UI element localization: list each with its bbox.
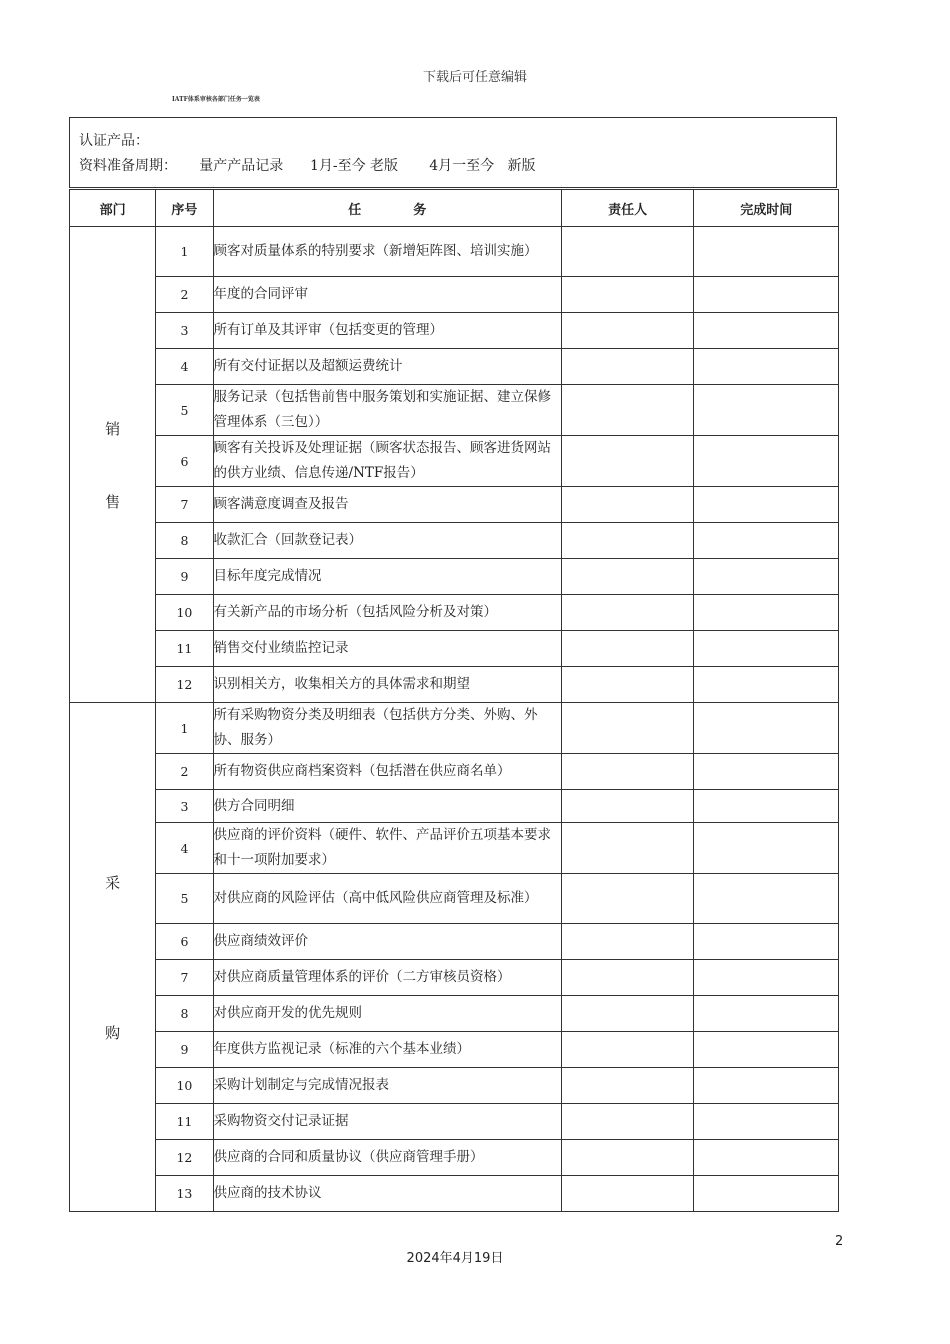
responsible-cell[interactable]	[561, 277, 694, 313]
department-cell	[70, 227, 156, 703]
task-cell: 对供应商的风险评估（高中低风险供应商管理及标准）	[213, 874, 561, 924]
completion-time-cell[interactable]	[694, 487, 839, 523]
completion-time-cell[interactable]	[694, 960, 839, 996]
certified-product-label: 认证产品：	[79, 133, 149, 149]
task-cell: 供应商的评价资料（硬件、软件、产品评价五项基本要求和十一项附加要求）	[213, 823, 561, 874]
department-char: 售	[105, 492, 121, 511]
header-department: 部门	[70, 190, 156, 227]
task-cell: 供方合同明细	[213, 790, 561, 823]
task-cell: 对供应商质量管理体系的评价（二方审核员资格）	[213, 960, 561, 996]
responsible-cell[interactable]	[561, 960, 694, 996]
task-cell: 所有交付证据以及超额运费统计	[213, 349, 561, 385]
sequence-cell: 13	[156, 1176, 213, 1212]
task-cell: 供应商的技术协议	[213, 1176, 561, 1212]
sequence-cell: 3	[156, 790, 213, 823]
completion-time-cell[interactable]	[694, 1068, 839, 1104]
header-completion-time: 完成时间	[694, 190, 839, 227]
task-cell: 对供应商开发的优先规则	[213, 996, 561, 1032]
task-cell: 供应商绩效评价	[213, 924, 561, 960]
completion-time-cell[interactable]	[694, 790, 839, 823]
header-note: 下载后可任意编辑	[422, 70, 527, 85]
sequence-cell: 5	[156, 874, 213, 924]
table-row	[70, 1032, 839, 1068]
table-row	[70, 874, 839, 924]
responsible-cell[interactable]	[561, 754, 694, 790]
completion-time-cell[interactable]	[694, 703, 839, 754]
completion-time-cell[interactable]	[694, 595, 839, 631]
header-sequence: 序号	[156, 190, 213, 227]
table-row	[70, 823, 839, 874]
responsible-cell[interactable]	[561, 1032, 694, 1068]
sequence-cell: 12	[156, 1140, 213, 1176]
sequence-cell: 7	[156, 960, 213, 996]
task-cell: 所有物资供应商档案资料（包括潜在供应商名单）	[213, 754, 561, 790]
document-title: IATF体系审核各部门任务一览表	[172, 96, 260, 103]
page-number: 2	[835, 1234, 844, 1249]
sequence-cell: 11	[156, 1104, 213, 1140]
completion-time-cell[interactable]	[694, 1104, 839, 1140]
table-row	[70, 924, 839, 960]
table-row	[70, 595, 839, 631]
table-row	[70, 385, 839, 436]
table-row	[70, 1068, 839, 1104]
task-cell: 销售交付业绩监控记录	[213, 631, 561, 667]
table-row	[70, 631, 839, 667]
table-row	[70, 1140, 839, 1176]
sequence-cell: 3	[156, 313, 213, 349]
responsible-cell[interactable]	[561, 996, 694, 1032]
responsible-cell[interactable]	[561, 523, 694, 559]
sequence-cell: 9	[156, 559, 213, 595]
responsible-cell[interactable]	[561, 487, 694, 523]
completion-time-cell[interactable]	[694, 349, 839, 385]
completion-time-cell[interactable]	[694, 631, 839, 667]
table-row	[70, 1176, 839, 1212]
responsible-cell[interactable]	[561, 559, 694, 595]
task-cell: 采购计划制定与完成情况报表	[213, 1068, 561, 1104]
table-row	[70, 790, 839, 823]
responsible-cell[interactable]	[561, 823, 694, 874]
sequence-cell: 6	[156, 924, 213, 960]
task-cell: 供应商的合同和质量协议（供应商管理手册）	[213, 1140, 561, 1176]
responsible-cell[interactable]	[561, 227, 694, 277]
department-char: 销	[105, 419, 121, 438]
completion-time-cell[interactable]	[694, 436, 839, 487]
completion-time-cell[interactable]	[694, 667, 839, 703]
sequence-cell: 2	[156, 277, 213, 313]
sequence-cell: 1	[156, 703, 213, 754]
department-char: 采	[105, 873, 121, 892]
table-row	[70, 559, 839, 595]
completion-time-cell[interactable]	[694, 996, 839, 1032]
sequence-cell: 10	[156, 1068, 213, 1104]
sequence-cell: 10	[156, 595, 213, 631]
sequence-cell: 8	[156, 996, 213, 1032]
sequence-cell: 4	[156, 823, 213, 874]
sequence-cell: 9	[156, 1032, 213, 1068]
table-row	[70, 754, 839, 790]
responsible-cell[interactable]	[561, 790, 694, 823]
header-task: 任 务	[213, 190, 561, 227]
sequence-cell: 7	[156, 487, 213, 523]
completion-time-cell[interactable]	[694, 227, 839, 277]
responsible-cell[interactable]	[561, 1140, 694, 1176]
completion-time-cell[interactable]	[694, 754, 839, 790]
table-row	[70, 349, 839, 385]
responsible-cell[interactable]	[561, 667, 694, 703]
footer-date: 2024年4月19日	[406, 1251, 504, 1266]
responsible-cell[interactable]	[561, 595, 694, 631]
task-cell: 服务记录（包括售前售中服务策划和实施证据、建立保修管理体系（三包））	[213, 385, 561, 436]
table-row	[70, 1104, 839, 1140]
completion-time-cell[interactable]	[694, 559, 839, 595]
table-row	[70, 996, 839, 1032]
table-row	[70, 227, 839, 277]
task-cell: 顾客对质量体系的特别要求（新增矩阵图、培训实施）	[213, 227, 561, 277]
responsible-cell[interactable]	[561, 1176, 694, 1212]
sequence-cell: 4	[156, 349, 213, 385]
sequence-cell: 6	[156, 436, 213, 487]
preparation-period-line: 资料准备周期： 量产产品记录 1月-至今 老版 4月一至今 新版	[79, 158, 536, 174]
sequence-cell: 5	[156, 385, 213, 436]
sequence-cell: 2	[156, 754, 213, 790]
table-row	[70, 960, 839, 996]
responsible-cell[interactable]	[561, 924, 694, 960]
table-row	[70, 667, 839, 703]
completion-time-cell[interactable]	[694, 1032, 839, 1068]
completion-time-cell[interactable]	[694, 1140, 839, 1176]
completion-time-cell[interactable]	[694, 924, 839, 960]
table-row	[70, 277, 839, 313]
department-char: 购	[105, 1023, 121, 1042]
task-cell: 所有订单及其评审（包括变更的管理）	[213, 313, 561, 349]
task-cell: 年度供方监视记录（标准的六个基本业绩）	[213, 1032, 561, 1068]
table-row	[70, 487, 839, 523]
table-row	[70, 313, 839, 349]
table-row	[70, 523, 839, 559]
task-cell: 收款汇合（回款登记表）	[213, 523, 561, 559]
responsible-cell[interactable]	[561, 313, 694, 349]
responsible-cell[interactable]	[561, 631, 694, 667]
table-row	[70, 703, 839, 754]
responsible-cell[interactable]	[561, 1068, 694, 1104]
completion-time-cell[interactable]	[694, 277, 839, 313]
responsible-cell[interactable]	[561, 874, 694, 924]
responsible-cell[interactable]	[561, 1104, 694, 1140]
task-cell: 目标年度完成情况	[213, 559, 561, 595]
info-box	[69, 117, 837, 188]
table-row	[70, 436, 839, 487]
sequence-cell: 12	[156, 667, 213, 703]
department-cell	[70, 703, 156, 1212]
completion-time-cell[interactable]	[694, 313, 839, 349]
task-cell: 采购物资交付记录证据	[213, 1104, 561, 1140]
sequence-cell: 11	[156, 631, 213, 667]
responsible-cell[interactable]	[561, 385, 694, 436]
sequence-cell: 8	[156, 523, 213, 559]
sequence-cell: 1	[156, 227, 213, 277]
task-cell: 所有采购物资分类及明细表（包括供方分类、外购、外协、服务）	[213, 703, 561, 754]
header-responsible: 责任人	[561, 190, 694, 227]
task-cell: 年度的合同评审	[213, 277, 561, 313]
task-cell: 有关新产品的市场分析（包括风险分析及对策）	[213, 595, 561, 631]
completion-time-cell[interactable]	[694, 874, 839, 924]
task-cell: 顾客有关投诉及处理证据（顾客状态报告、顾客进货网站的供方业绩、信息传递/NTF报告）	[213, 436, 561, 487]
task-cell: 识别相关方，收集相关方的具体需求和期望	[213, 667, 561, 703]
responsible-cell[interactable]	[561, 436, 694, 487]
responsible-cell[interactable]	[561, 703, 694, 754]
task-cell: 顾客满意度调查及报告	[213, 487, 561, 523]
completion-time-cell[interactable]	[694, 385, 839, 436]
completion-time-cell[interactable]	[694, 523, 839, 559]
completion-time-cell[interactable]	[694, 1176, 839, 1212]
completion-time-cell[interactable]	[694, 823, 839, 874]
table-header-row	[70, 190, 839, 227]
responsible-cell[interactable]	[561, 349, 694, 385]
task-table	[69, 189, 839, 1212]
